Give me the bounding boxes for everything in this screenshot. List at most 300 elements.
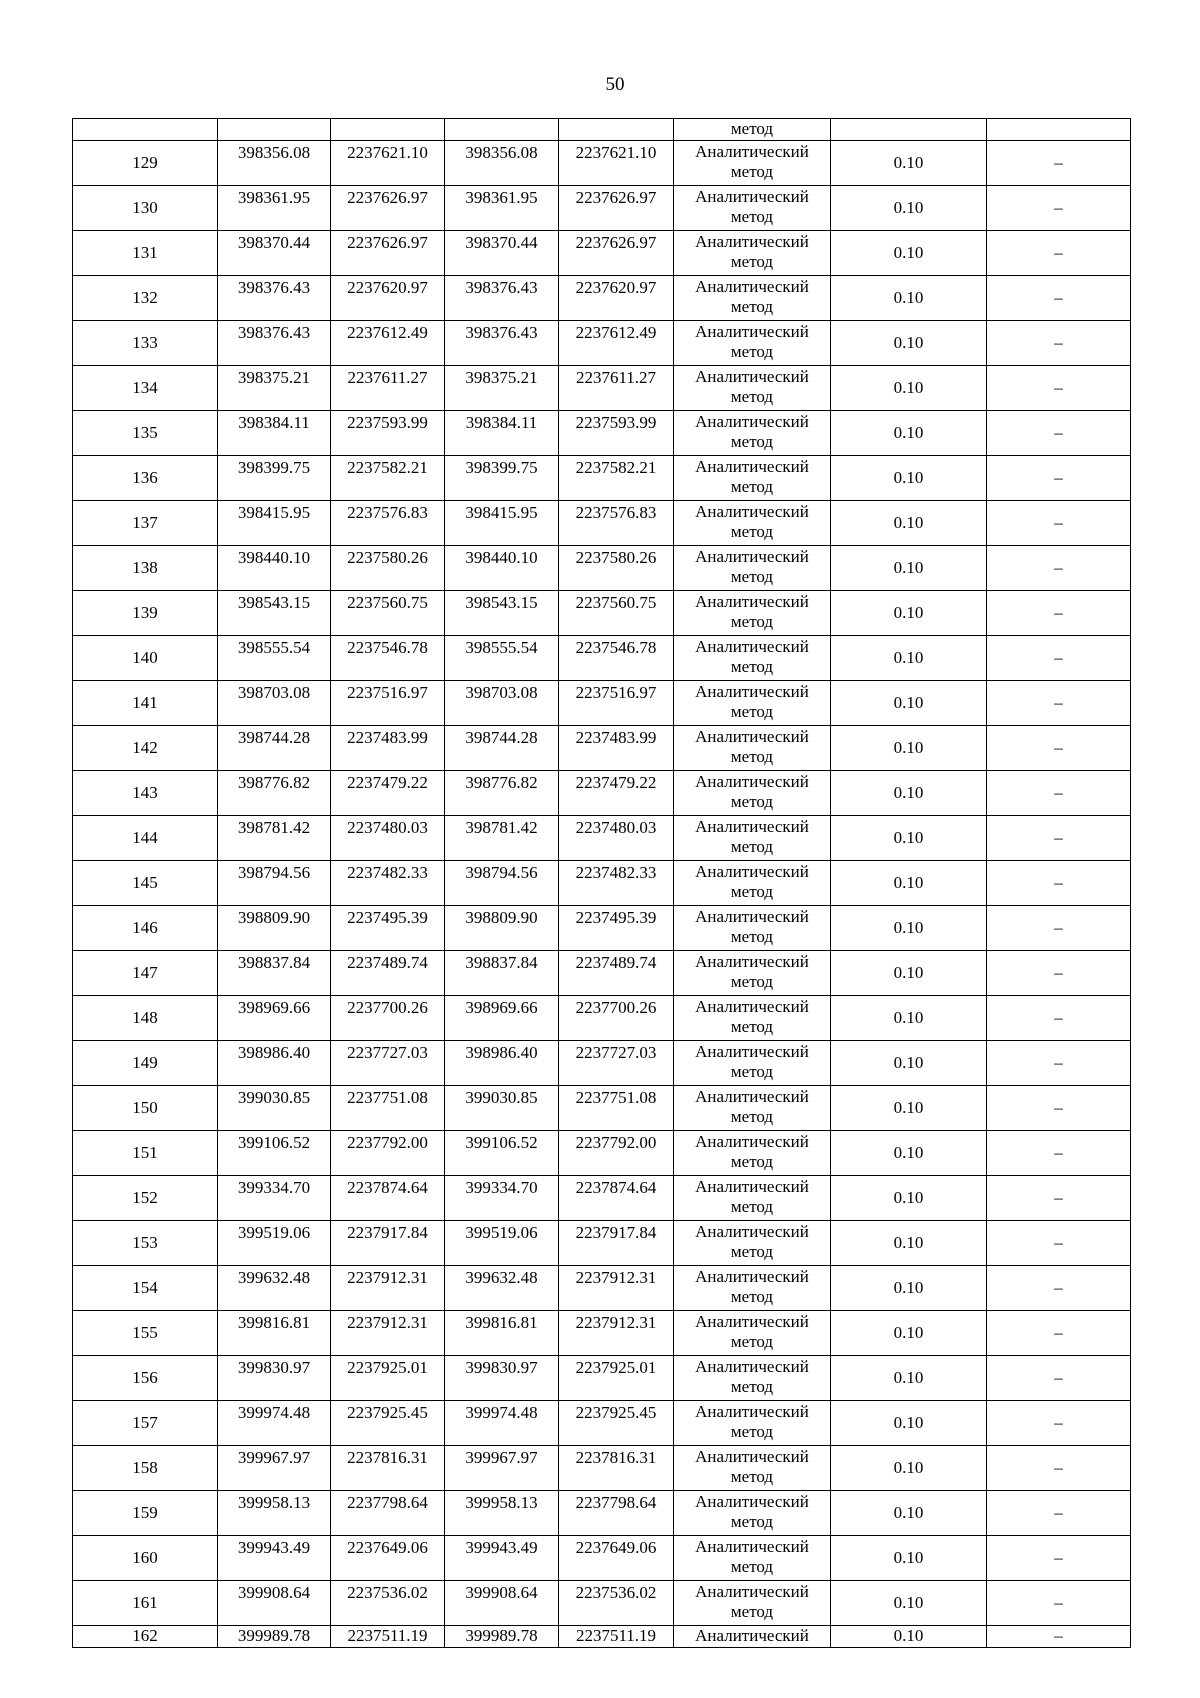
x-coordinate-cell: 399519.06 [445, 1221, 559, 1266]
y-coordinate-cell: 2237792.00 [331, 1131, 445, 1176]
y-coordinate-cell: 2237482.33 [559, 861, 674, 906]
y-coordinate-cell: 2237798.64 [559, 1491, 674, 1536]
x-coordinate-cell: 398415.95 [218, 501, 331, 546]
note-cell: – [987, 906, 1131, 951]
x-coordinate-cell: 399908.64 [445, 1581, 559, 1626]
accuracy-cell: 0.10 [831, 321, 987, 366]
point-number-cell: 156 [73, 1356, 218, 1401]
method-line: метод [730, 1152, 774, 1171]
method-cell [674, 996, 831, 1041]
method-cell [674, 1536, 831, 1581]
method-line: Аналитический [695, 1132, 809, 1151]
method-line: метод [730, 1557, 774, 1576]
accuracy-cell: 0.10 [831, 1446, 987, 1491]
note-cell: – [987, 366, 1131, 411]
method-line: метод [730, 792, 774, 811]
table-row [73, 366, 1131, 411]
method-line: Аналитический [695, 1222, 809, 1241]
method-cell [674, 186, 831, 231]
method-cell [674, 1356, 831, 1401]
x-coordinate-cell: 398370.44 [445, 231, 559, 276]
method-line: Аналитический [695, 682, 809, 701]
x-coordinate-cell: 398375.21 [445, 366, 559, 411]
method-cell [674, 231, 831, 276]
y-coordinate-cell: 2237480.03 [331, 816, 445, 861]
point-number-cell: 134 [73, 366, 218, 411]
x-coordinate-cell: 398744.28 [218, 726, 331, 771]
x-coordinate-cell: 398703.08 [445, 681, 559, 726]
y-coordinate-cell: 2237576.83 [331, 501, 445, 546]
table-row [73, 231, 1131, 276]
method-line: Аналитический [695, 1357, 809, 1376]
accuracy-cell: 0.10 [831, 1086, 987, 1131]
method-line: Аналитический [695, 1582, 809, 1601]
method-cell [674, 366, 831, 411]
y-coordinate-cell: 2237751.08 [331, 1086, 445, 1131]
point-number-cell: 130 [73, 186, 218, 231]
point-number-cell: 132 [73, 276, 218, 321]
y-coordinate-cell: 2237874.64 [559, 1176, 674, 1221]
y-coordinate-cell: 2237925.45 [331, 1401, 445, 1446]
point-number-cell: 139 [73, 591, 218, 636]
accuracy-cell: 0.10 [831, 951, 987, 996]
method-line: метод [730, 567, 774, 586]
y-coordinate-cell: 2237912.31 [559, 1266, 674, 1311]
accuracy-cell: 0.10 [831, 906, 987, 951]
method-line: Аналитический [695, 502, 809, 521]
x-coordinate-cell: 398703.08 [218, 681, 331, 726]
method-line: метод [730, 1062, 774, 1081]
note-cell: – [987, 1446, 1131, 1491]
accuracy-cell: 0.10 [831, 1221, 987, 1266]
method-line: метод [730, 252, 774, 271]
method-cell [674, 951, 831, 996]
x-coordinate-cell: 398794.56 [218, 861, 331, 906]
y-coordinate-cell: 2237816.31 [331, 1446, 445, 1491]
table-row [73, 681, 1131, 726]
x-coordinate-cell: 398356.08 [218, 141, 331, 186]
accuracy-cell: 0.10 [831, 1176, 987, 1221]
point-number-cell: 140 [73, 636, 218, 681]
x-coordinate-cell: 399816.81 [218, 1311, 331, 1356]
point-number-cell: 153 [73, 1221, 218, 1266]
y-coordinate-cell: 2237495.39 [331, 906, 445, 951]
point-number-cell: 162 [73, 1626, 218, 1648]
table-row [73, 411, 1131, 456]
accuracy-cell: 0.10 [831, 1581, 987, 1626]
accuracy-cell: 0.10 [831, 276, 987, 321]
method-cell [674, 681, 831, 726]
y-coordinate-cell: 2237626.97 [559, 231, 674, 276]
y-coordinate-cell: 2237700.26 [331, 996, 445, 1041]
x-coordinate-cell: 398440.10 [218, 546, 331, 591]
y-coordinate-cell: 2237649.06 [559, 1536, 674, 1581]
note-cell: – [987, 1086, 1131, 1131]
method-line: Аналитический [695, 547, 809, 566]
y-coordinate-cell: 2237621.10 [331, 141, 445, 186]
y-coordinate-cell: 2237874.64 [331, 1176, 445, 1221]
method-line: Аналитический [695, 1402, 809, 1421]
point-number-cell: 158 [73, 1446, 218, 1491]
x-coordinate-cell: 398384.11 [445, 411, 559, 456]
point-number-cell: 136 [73, 456, 218, 501]
method-cell [674, 816, 831, 861]
method-line: Аналитический [695, 1537, 809, 1556]
table-row [73, 321, 1131, 366]
table-row [73, 1086, 1131, 1131]
table-row [73, 546, 1131, 591]
accuracy-cell: 0.10 [831, 501, 987, 546]
method-cell [674, 276, 831, 321]
method-line: метод [730, 657, 774, 676]
method-cell: метод [674, 119, 831, 141]
method-line: Аналитический [695, 862, 809, 881]
x-coordinate-cell: 399519.06 [218, 1221, 331, 1266]
method-cell [674, 1131, 831, 1176]
note-cell: – [987, 186, 1131, 231]
method-line: Аналитический [695, 1042, 809, 1061]
x-coordinate-cell: 399908.64 [218, 1581, 331, 1626]
point-number-cell: 147 [73, 951, 218, 996]
accuracy-cell: 0.10 [831, 1626, 987, 1648]
method-line: метод [730, 207, 774, 226]
y-coordinate-cell: 2237925.01 [559, 1356, 674, 1401]
method-line: метод [730, 1242, 774, 1261]
page-number: 50 [605, 74, 625, 95]
note-cell: – [987, 726, 1131, 771]
point-number-cell: 159 [73, 1491, 218, 1536]
y-coordinate-cell: 2237792.00 [559, 1131, 674, 1176]
accuracy-cell: 0.10 [831, 726, 987, 771]
x-coordinate-cell: 398809.90 [445, 906, 559, 951]
y-coordinate-cell: 2237546.78 [331, 636, 445, 681]
method-cell [674, 636, 831, 681]
method-line: Аналитический [695, 1087, 809, 1106]
method-line: метод [730, 1107, 774, 1126]
x-coordinate-cell: 398399.75 [218, 456, 331, 501]
table-row [73, 861, 1131, 906]
point-number-cell: 133 [73, 321, 218, 366]
method-line: метод [730, 1287, 774, 1306]
method-line: метод [730, 387, 774, 406]
note-cell: – [987, 636, 1131, 681]
method-line: метод [730, 1332, 774, 1351]
table-row [73, 636, 1131, 681]
x-coordinate-cell: 398781.42 [445, 816, 559, 861]
x-coordinate-cell: 399958.13 [445, 1491, 559, 1536]
y-coordinate-cell: 2237626.97 [331, 231, 445, 276]
y-coordinate-cell: 2237727.03 [559, 1041, 674, 1086]
x-coordinate-cell: 398837.84 [445, 951, 559, 996]
x-coordinate-cell: 399106.52 [445, 1131, 559, 1176]
table-row [73, 951, 1131, 996]
accuracy-cell: 0.10 [831, 681, 987, 726]
y-coordinate-cell: 2237751.08 [559, 1086, 674, 1131]
method-line: Аналитический [695, 997, 809, 1016]
x-coordinate-cell: 398415.95 [445, 501, 559, 546]
point-number-cell: 149 [73, 1041, 218, 1086]
y-coordinate-cell: 2237912.31 [559, 1311, 674, 1356]
method-line: Аналитический [695, 1267, 809, 1286]
note-cell: – [987, 321, 1131, 366]
x-coordinate-cell: 399816.81 [445, 1311, 559, 1356]
method-cell [674, 1401, 831, 1446]
method-line: Аналитический [695, 412, 809, 431]
note-cell: – [987, 1266, 1131, 1311]
method-line: Аналитический [695, 187, 809, 206]
x-coordinate-cell: 398837.84 [218, 951, 331, 996]
table-row [73, 1536, 1131, 1581]
method-line: метод [730, 297, 774, 316]
method-line: метод [730, 1017, 774, 1036]
accuracy-cell: 0.10 [831, 141, 987, 186]
method-line: Аналитический [695, 637, 809, 656]
y-coordinate-cell: 2237516.97 [559, 681, 674, 726]
y-coordinate-cell: 2237612.49 [331, 321, 445, 366]
method-line: Аналитический [695, 907, 809, 926]
x-coordinate-cell: 398969.66 [218, 996, 331, 1041]
method-cell [674, 1176, 831, 1221]
method-line: метод [730, 612, 774, 631]
note-cell: – [987, 1356, 1131, 1401]
continuation-row [73, 119, 1131, 141]
method-cell [674, 546, 831, 591]
method-line: Аналитический [695, 367, 809, 386]
table-row [73, 1041, 1131, 1086]
x-coordinate-cell: 399632.48 [445, 1266, 559, 1311]
method-line: метод [730, 1422, 774, 1441]
method-line: метод [730, 1467, 774, 1486]
x-coordinate-cell: 398361.95 [218, 186, 331, 231]
y-coordinate-cell: 2237816.31 [559, 1446, 674, 1491]
note-cell: – [987, 231, 1131, 276]
method-cell [674, 501, 831, 546]
x-coordinate-cell: 398543.15 [218, 591, 331, 636]
x-coordinate-cell: 398376.43 [445, 321, 559, 366]
method-cell [674, 591, 831, 636]
method-cell [674, 861, 831, 906]
method-cell [674, 321, 831, 366]
x-coordinate-cell: 399958.13 [218, 1491, 331, 1536]
y-coordinate-cell: 2237479.22 [331, 771, 445, 816]
y-coordinate-cell: 2237536.02 [559, 1581, 674, 1626]
note-cell: – [987, 681, 1131, 726]
y-coordinate-cell: 2237626.97 [559, 186, 674, 231]
y-coordinate-cell: 2237621.10 [559, 141, 674, 186]
point-number-cell: 160 [73, 1536, 218, 1581]
method-line: Аналитический [695, 772, 809, 791]
y-coordinate-cell: 2237626.97 [331, 186, 445, 231]
x-coordinate-cell: 399943.49 [218, 1536, 331, 1581]
accuracy-cell: 0.10 [831, 771, 987, 816]
method-line: метод [730, 162, 774, 181]
method-cell [674, 456, 831, 501]
x-coordinate-cell: 399974.48 [218, 1401, 331, 1446]
method-cell [674, 411, 831, 456]
y-coordinate-cell: 2237620.97 [559, 276, 674, 321]
method-cell: Аналитический [674, 1626, 831, 1648]
method-line: метод [730, 342, 774, 361]
x-coordinate-cell: 399830.97 [218, 1356, 331, 1401]
x-coordinate-cell: 398744.28 [445, 726, 559, 771]
point-number-cell: 154 [73, 1266, 218, 1311]
method-cell [674, 1041, 831, 1086]
accuracy-cell: 0.10 [831, 1131, 987, 1176]
y-coordinate-cell: 2237727.03 [331, 1041, 445, 1086]
table-row [73, 186, 1131, 231]
note-cell: – [987, 456, 1131, 501]
x-coordinate-cell: 398376.43 [445, 276, 559, 321]
method-cell [674, 906, 831, 951]
method-cell [674, 726, 831, 771]
method-line: метод [730, 972, 774, 991]
table-row [73, 1266, 1131, 1311]
accuracy-cell: 0.10 [831, 861, 987, 906]
accuracy-cell: 0.10 [831, 1311, 987, 1356]
y-coordinate-cell: 2237798.64 [331, 1491, 445, 1536]
note-cell: – [987, 1041, 1131, 1086]
y-coordinate-cell: 2237611.27 [559, 366, 674, 411]
note-cell: – [987, 771, 1131, 816]
table-row [73, 816, 1131, 861]
method-cell [674, 1581, 831, 1626]
accuracy-cell: 0.10 [831, 591, 987, 636]
table-row [73, 276, 1131, 321]
y-coordinate-cell: 2237593.99 [559, 411, 674, 456]
x-coordinate-cell: 398986.40 [445, 1041, 559, 1086]
point-number-cell: 129 [73, 141, 218, 186]
x-coordinate-cell: 399030.85 [218, 1086, 331, 1131]
method-line: Аналитический [695, 142, 809, 161]
method-cell [674, 141, 831, 186]
point-number-cell: 157 [73, 1401, 218, 1446]
note-cell: – [987, 816, 1131, 861]
table-row [73, 1491, 1131, 1536]
y-coordinate-cell: 2237593.99 [331, 411, 445, 456]
point-number-cell: 135 [73, 411, 218, 456]
x-coordinate-cell: 399943.49 [445, 1536, 559, 1581]
x-coordinate-cell: 399967.97 [445, 1446, 559, 1491]
x-coordinate-cell: 398376.43 [218, 276, 331, 321]
x-coordinate-cell: 398543.15 [445, 591, 559, 636]
method-line: Аналитический [695, 457, 809, 476]
accuracy-cell: 0.10 [831, 636, 987, 681]
x-coordinate-cell: 398375.21 [218, 366, 331, 411]
y-coordinate-cell: 2237511.19 [331, 1626, 445, 1648]
method-line: метод [730, 1377, 774, 1396]
method-line: Аналитический [695, 1492, 809, 1511]
table-row [73, 771, 1131, 816]
method-line: метод [730, 1197, 774, 1216]
accuracy-cell: 0.10 [831, 1536, 987, 1581]
x-coordinate-cell: 398776.82 [445, 771, 559, 816]
note-cell: – [987, 951, 1131, 996]
point-number-cell: 152 [73, 1176, 218, 1221]
y-coordinate-cell: 2237917.84 [559, 1221, 674, 1266]
x-coordinate-cell: 399974.48 [445, 1401, 559, 1446]
x-coordinate-cell: 398555.54 [445, 636, 559, 681]
point-number-cell: 151 [73, 1131, 218, 1176]
method-line: метод [730, 927, 774, 946]
method-line: Аналитический [695, 727, 809, 746]
table-row [73, 1446, 1131, 1491]
method-cell [674, 1311, 831, 1356]
y-coordinate-cell: 2237546.78 [559, 636, 674, 681]
point-number-cell: 155 [73, 1311, 218, 1356]
x-coordinate-cell: 398384.11 [218, 411, 331, 456]
method-line: метод [730, 432, 774, 451]
note-cell: – [987, 1581, 1131, 1626]
table-row [73, 1176, 1131, 1221]
accuracy-cell: 0.10 [831, 1401, 987, 1446]
table-row [73, 591, 1131, 636]
method-line: метод [730, 522, 774, 541]
y-coordinate-cell: 2237483.99 [559, 726, 674, 771]
note-cell: – [987, 1131, 1131, 1176]
method-line: Аналитический [695, 232, 809, 251]
x-coordinate-cell: 399334.70 [445, 1176, 559, 1221]
x-coordinate-cell: 399967.97 [218, 1446, 331, 1491]
table-row [73, 906, 1131, 951]
note-cell: – [987, 141, 1131, 186]
method-line: метод [730, 477, 774, 496]
method-cell [674, 771, 831, 816]
table-row [73, 726, 1131, 771]
x-coordinate-cell: 398356.08 [445, 141, 559, 186]
x-coordinate-cell: 398361.95 [445, 186, 559, 231]
point-number-cell: 137 [73, 501, 218, 546]
table-row [73, 141, 1131, 186]
point-number-cell: 148 [73, 996, 218, 1041]
method-line: метод [730, 1602, 774, 1621]
y-coordinate-cell: 2237480.03 [559, 816, 674, 861]
point-number-cell: 131 [73, 231, 218, 276]
table-row [73, 1356, 1131, 1401]
y-coordinate-cell: 2237612.49 [559, 321, 674, 366]
x-coordinate-cell: 399989.78 [445, 1626, 559, 1648]
coordinates-table [72, 118, 1131, 1648]
method-line: метод [730, 882, 774, 901]
point-number-cell: 144 [73, 816, 218, 861]
y-coordinate-cell: 2237582.21 [331, 456, 445, 501]
x-coordinate-cell: 398809.90 [218, 906, 331, 951]
method-line: Аналитический [695, 952, 809, 971]
y-coordinate-cell: 2237620.97 [331, 276, 445, 321]
y-coordinate-cell: 2237580.26 [559, 546, 674, 591]
x-coordinate-cell: 399106.52 [218, 1131, 331, 1176]
method-cell [674, 1086, 831, 1131]
method-line: метод [730, 702, 774, 721]
method-cell [674, 1446, 831, 1491]
note-cell: – [987, 501, 1131, 546]
accuracy-cell: 0.10 [831, 186, 987, 231]
method-line: метод [730, 1512, 774, 1531]
table-row [73, 1311, 1131, 1356]
accuracy-cell: 0.10 [831, 366, 987, 411]
table-row [73, 1221, 1131, 1266]
method-line: Аналитический [695, 1447, 809, 1466]
x-coordinate-cell: 398399.75 [445, 456, 559, 501]
note-cell: – [987, 1626, 1131, 1648]
x-coordinate-cell: 399989.78 [218, 1626, 331, 1648]
method-cell [674, 1491, 831, 1536]
y-coordinate-cell: 2237611.27 [331, 366, 445, 411]
point-number-cell: 146 [73, 906, 218, 951]
point-number-cell: 141 [73, 681, 218, 726]
note-cell: – [987, 861, 1131, 906]
note-cell: – [987, 1311, 1131, 1356]
point-number-cell: 142 [73, 726, 218, 771]
